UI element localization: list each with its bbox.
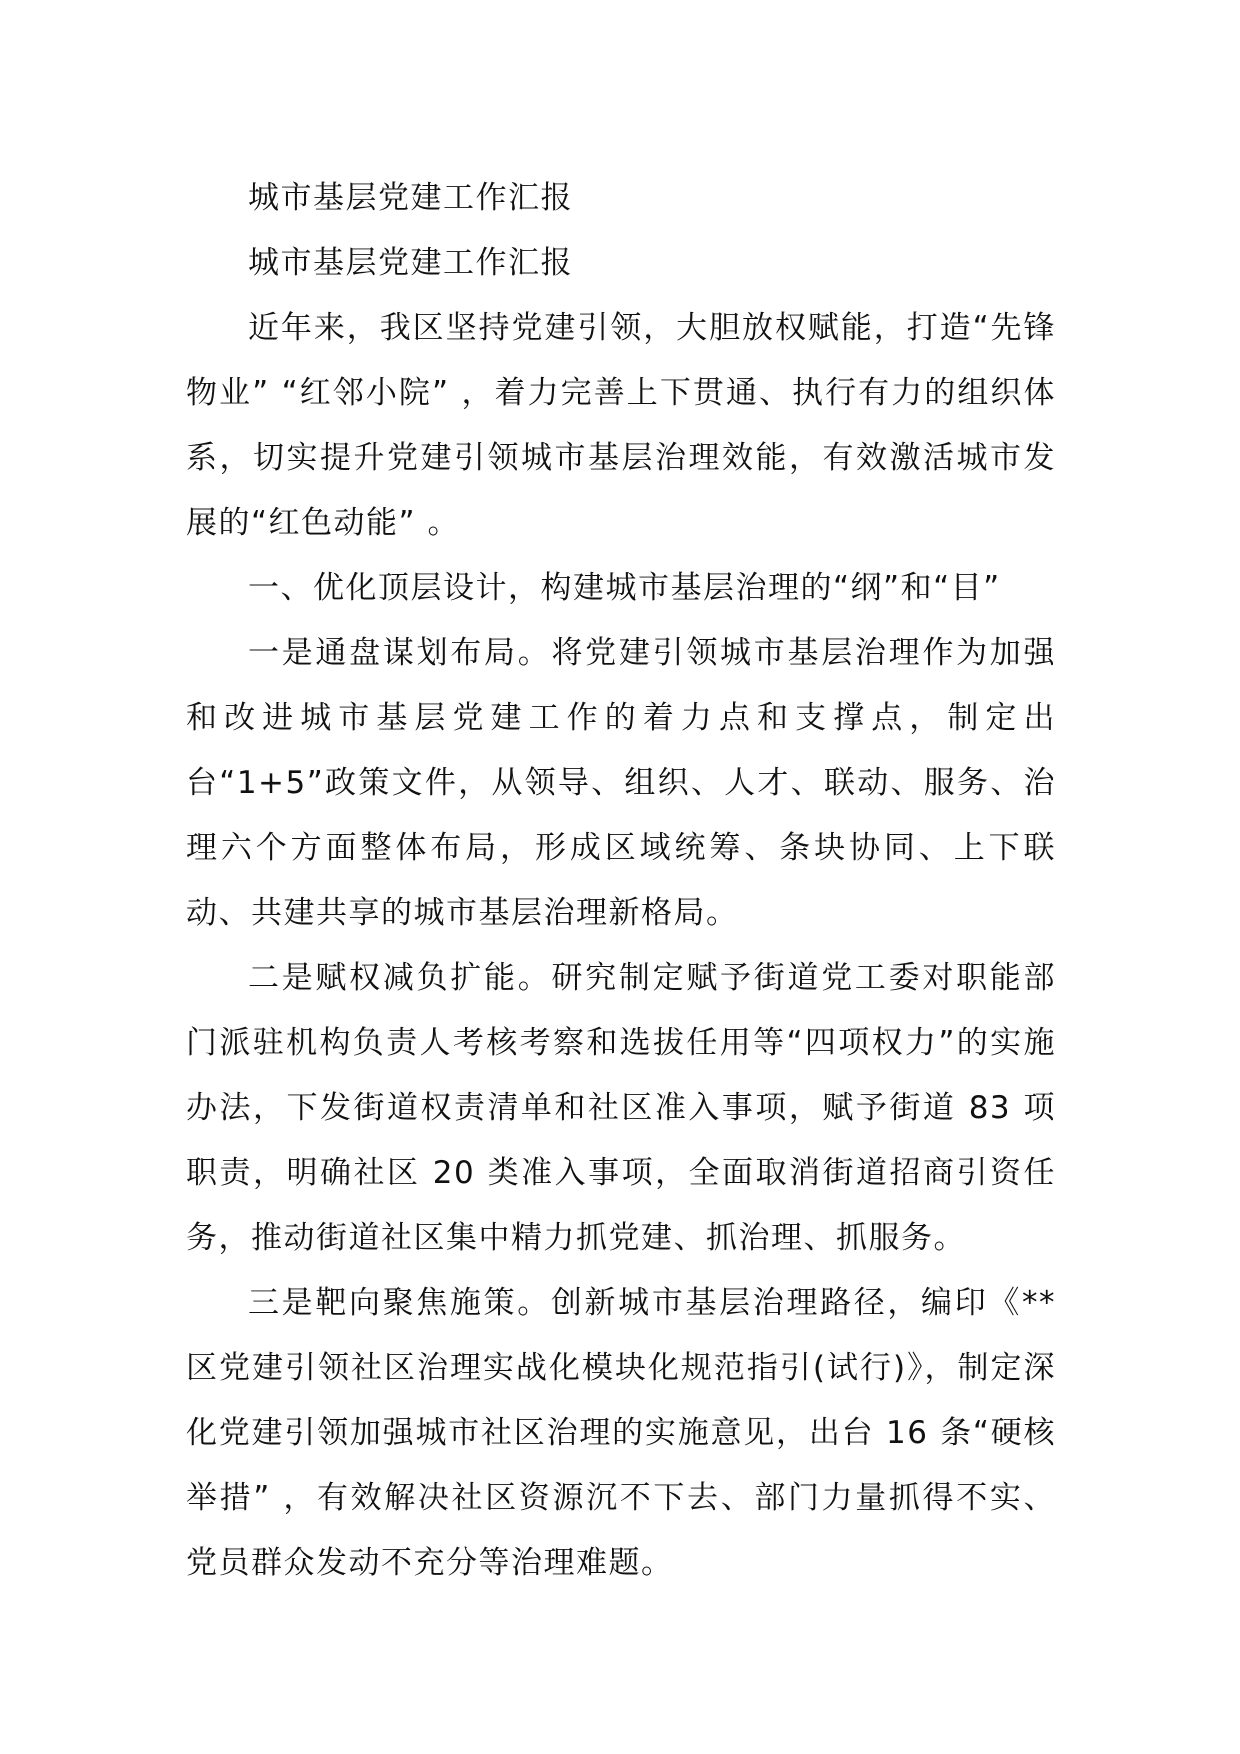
document-page — [186, 166, 1056, 1596]
paragraph-point-1: 一是通盘谋划布局。将党建引领城市基层治理作为加强和改进城市基层党建工作的着力点和支撑点，制定出台“1+5”政策文件，从领导、组织、人才、联动、服务、治理六个方面整体布局，形成区域统筹、条块协同、上下联动、共建共享的城市基层治理新格局。 — [186, 635, 1056, 931]
section-heading-1: 一、优化顶层设计，构建城市基层治理的“纲”和“目” — [248, 570, 1001, 606]
paragraph-point-3: 三是靶向聚焦施策。创新城市基层治理路径，编印《**区党建引领社区治理实战化模块化规范指引(试行)》，制定深化党建引领加强城市社区治理的实施意见，出台 16 条“硬核举措” ，有效解决社区资源沉不下去、部门力量抓得不实、党员群众发动不充分等治理难题。 — [186, 1285, 1056, 1581]
paragraph-intro: 近年来，我区坚持党建引领，大胆放权赋能，打造“先锋物业” “红邻小院” ，着力完善上下贯通、执行有力的组织体系，切实提升党建引领城市基层治理效能，有效激活城市发展的“红色动能” 。 — [186, 310, 1056, 541]
document-subtitle: 城市基层党建工作汇报 — [248, 245, 573, 281]
paragraph-point-2: 二是赋权减负扩能。研究制定赋予街道党工委对职能部门派驻机构负责人考核考察和选拔任用等“四项权力”的实施办法，下发街道权责清单和社区准入事项，赋予街道 83 项职责，明确社区 20 类准入事项，全面取消街道招商引资任务，推动街道社区集中精力抓党建、抓治理、抓服务。 — [186, 960, 1056, 1256]
document-title: 城市基层党建工作汇报 — [248, 180, 573, 216]
